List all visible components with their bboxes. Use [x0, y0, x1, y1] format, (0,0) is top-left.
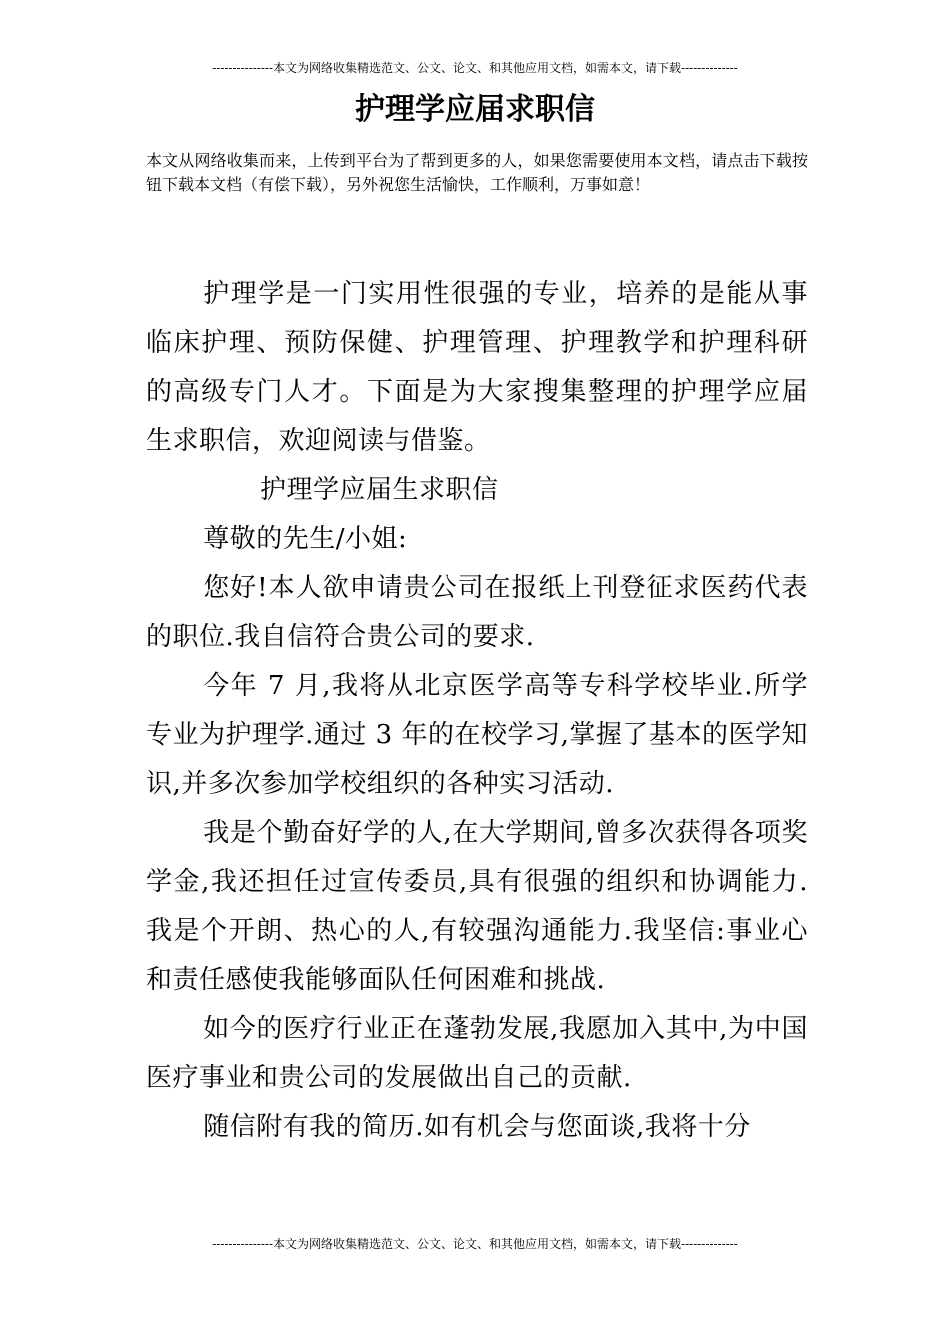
- paragraph-5: 随信附有我的简历.如有机会与您面谈,我将十分: [203, 1112, 751, 1142]
- download-notice: 本文从网络收集而来，上传到平台为了帮到更多的人，如果您需要使用本文档，请点击下载按钮下载本文档（有偿下载），另外祝您生活愉快，工作顺利，万事如意！: [146, 151, 808, 194]
- intro-paragraph: 护理学是一门实用性很强的专业，培养的是能从事临床护理、预防保健、护理管理、护理教学和护理科研的高级专门人才。下面是为大家搜集整理的护理学应届生求职信，欢迎阅读与借鉴。: [146, 279, 808, 456]
- paragraph-1: 您好!本人欲申请贵公司在报纸上刊登征求医药代表的职位.我自信符合贵公司的要求.: [146, 573, 808, 652]
- paragraph-4: 如今的医疗行业正在蓬勃发展,我愿加入其中,为中国医疗事业和贵公司的发展做出自己的贡献.: [146, 1014, 808, 1093]
- letter-subtitle: 护理学应届生求职信: [260, 475, 499, 505]
- letter-body: [146, 270, 808, 1152]
- page-footer-runner: ---------------本文为网络收集精选范文、公文、论文、和其他应用文档，如需本文，请下载--------------: [212, 1237, 738, 1251]
- paragraph-3: 我是个勤奋好学的人,在大学期间,曾多次获得各项奖学金,我还担任过宣传委员,具有很强的组织和协调能力.我是个开朗、热心的人,有较强沟通能力.我坚信:事业心和责任感使我能够面队任何困难和挑战.: [146, 818, 808, 995]
- salutation: 尊敬的先生/小姐:: [203, 524, 408, 554]
- document-title: 护理学应届求职信: [355, 92, 595, 127]
- page-header-runner: ---------------本文为网络收集精选范文、公文、论文、和其他应用文档，如需本文，请下载--------------: [212, 61, 738, 75]
- paragraph-2: 今年 7 月,我将从北京医学高等专科学校毕业.所学专业为护理学.通过 3 年的在校学习,掌握了基本的医学知识,并多次参加学校组织的各种实习活动.: [146, 671, 808, 799]
